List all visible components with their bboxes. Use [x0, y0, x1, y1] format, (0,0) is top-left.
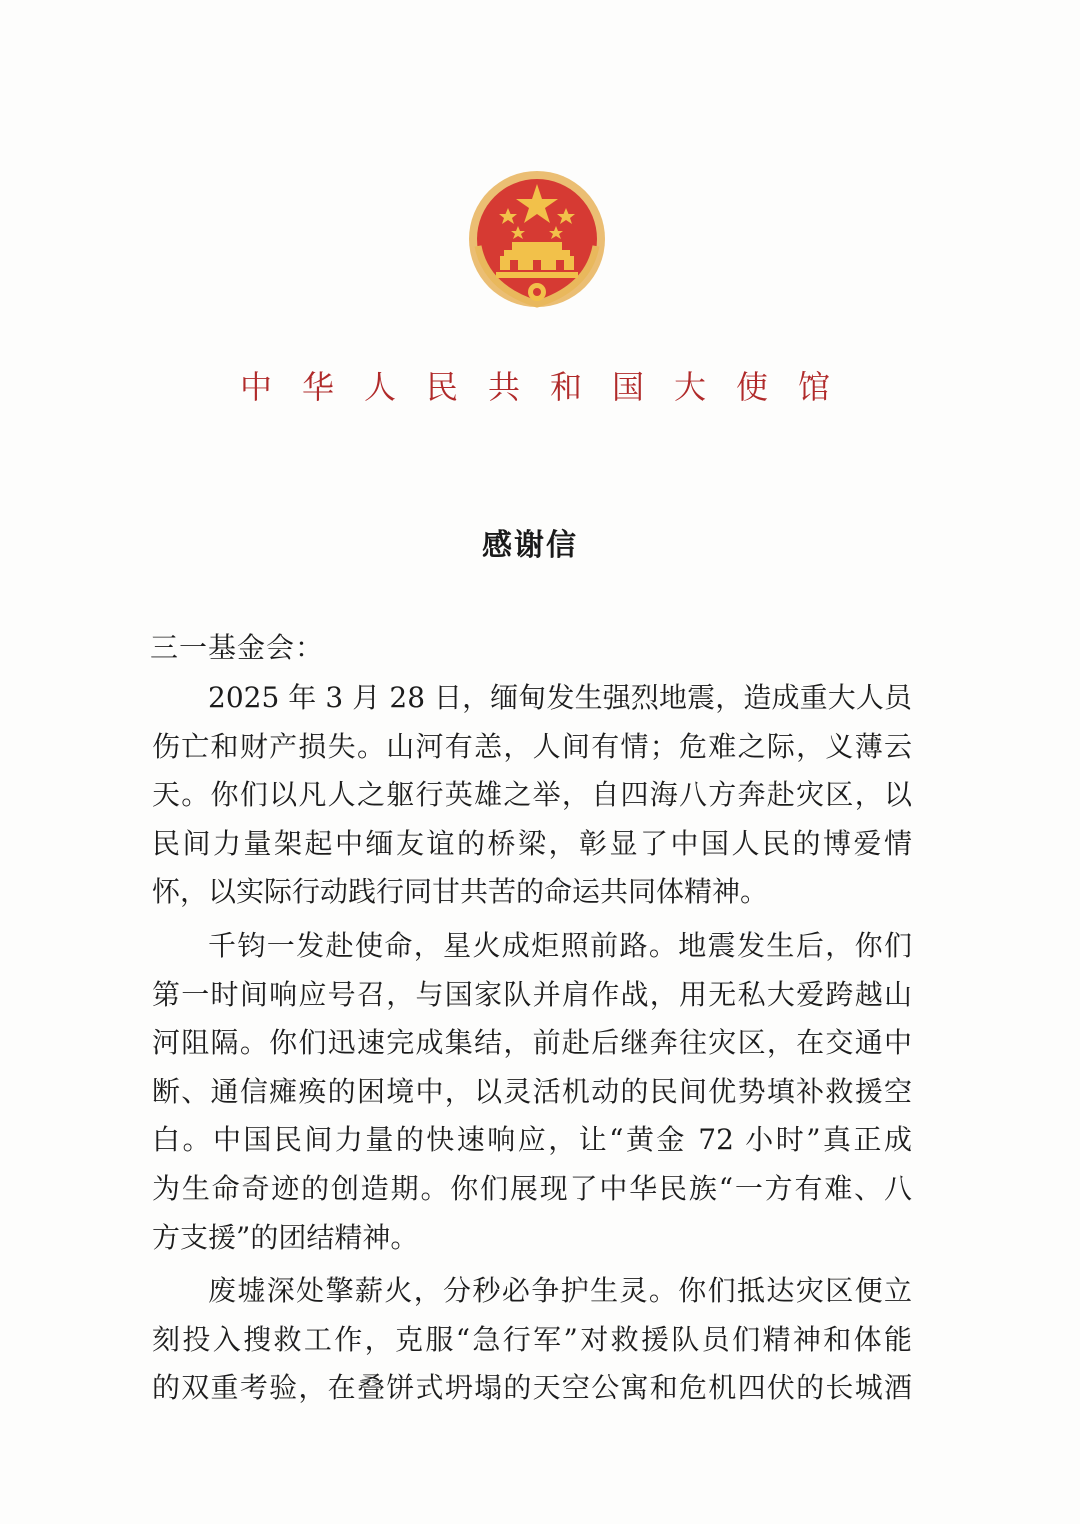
paragraph-3-line: 的双重考验，在叠饼式坍塌的天空公寓和危机四伏的长城酒	[152, 1371, 912, 1405]
salutation: 三一基金会：	[150, 631, 325, 664]
paragraph-1-line: 怀，以实际行动践行同甘共苦的命运共同体精神。	[152, 875, 769, 909]
paragraph-2-line: 断、通信瘫痪的困境中，以灵活机动的民间优势填补救援空	[152, 1074, 912, 1108]
paragraph-2-line: 第一时间响应号召，与国家队并肩作战，用无私大爱跨越山	[152, 977, 912, 1011]
letter-body	[152, 674, 912, 1413]
paragraph-1-line: 天。你们以凡人之躯行英雄之举，自四海八方奔赴灾区，以	[152, 778, 912, 812]
embassy-letterhead: 中华人民共和国大使馆	[239, 368, 860, 406]
paragraph-2-line: 白。中国民间力量的快速响应，让“黄金 72 小时”真正成	[152, 1123, 912, 1157]
paragraph-3-line: 刻投入搜救工作，克服“急行军”对救援队员们精神和体能	[152, 1322, 912, 1356]
paragraph-2-line: 河阻隔。你们迅速完成集结，前赴后继奔往灾区，在交通中	[152, 1026, 912, 1060]
paragraph-1-line: 伤亡和财产损失。山河有恙，人间有情；危难之际，义薄云	[152, 729, 912, 763]
national-emblem-icon	[466, 168, 608, 310]
paragraph-1-line: 民间力量架起中缅友谊的桥梁，彰显了中国人民的博爱情	[152, 826, 912, 860]
paragraph-1-line: 2025 年 3 月 28 日，缅甸发生强烈地震，造成重大人员	[208, 681, 912, 714]
paragraph-2-line: 方支援”的团结精神。	[152, 1220, 419, 1254]
paragraph-3-line: 废墟深处擎薪火，分秒必争护生灵。你们抵达灾区便立	[208, 1274, 912, 1308]
letter-title: 感谢信	[482, 528, 578, 563]
paragraph-2-line: 千钧一发赴使命，星火成炬照前路。地震发生后，你们	[208, 928, 912, 962]
paragraph-2-line: 为生命奇迹的创造期。你们展现了中华民族“一方有难、八	[152, 1171, 912, 1205]
